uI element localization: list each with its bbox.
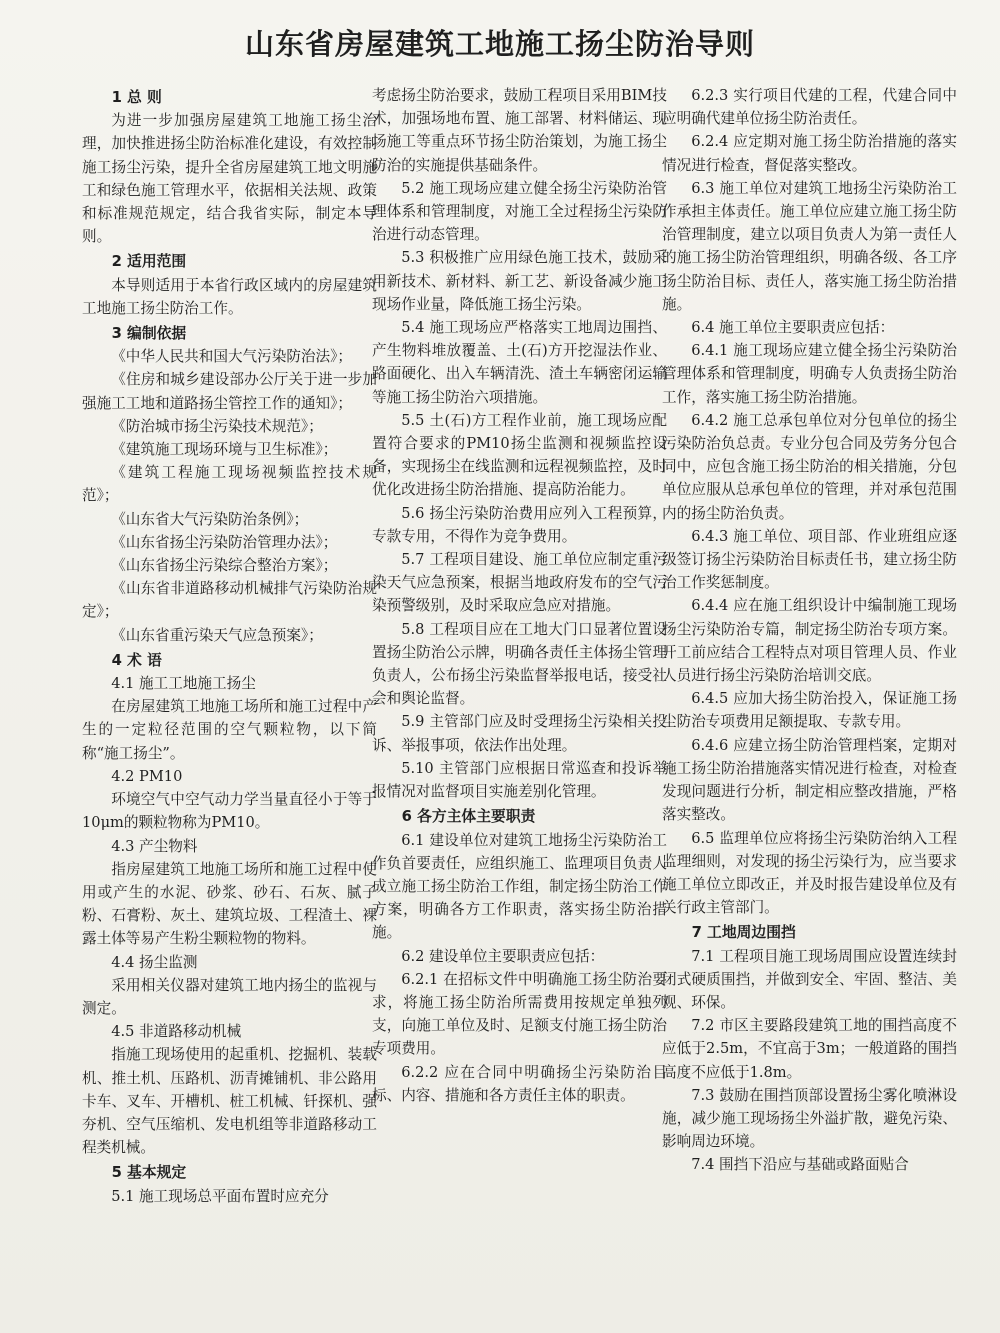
paragraph: 6.2 建设单位主要职责应包括： <box>401 947 605 965</box>
paragraph: 指房屋建筑工地施工场所和施工过程中使用或产生的水泥、砂浆、砂石、石灰、腻子粉、石膏粉、灰土、建筑垃圾、工程渣土、裸露土体等易产生粉尘颗粒物的物料。 <box>82 860 377 948</box>
paragraph: 《中华人民共和国大气污染防治法》； <box>111 348 352 366</box>
paragraph: 6.1 建设单位对建筑工地扬尘污染防治工作负首要责任，应组织施工、监理项目负责人成立施工扬尘防治工作组，制定扬尘防治工作方案，明确各方工作职责，落实扬尘防治措施。 <box>372 831 667 942</box>
paragraph: 5.4 施工现场应严格落实工地周边围挡、产生物料堆放覆盖、土(石)方开挖湿法作业、路面硬化、出入车辆清洗、渣土车辆密闭运输等施工扬尘防治六项措施。 <box>372 319 667 406</box>
section-heading: 3 编制依据 <box>111 325 187 343</box>
paragraph: 6.4 施工单位主要职责应包括： <box>691 319 895 337</box>
paragraph: 5.10 主管部门应根据日常巡查和投诉举报情况对监督项目实施差别化管理。 <box>372 759 667 801</box>
paragraph: 5.7 工程项目建设、施工单位应制定重污染天气应急预案，根据当地政府发布的空气污染预警级别，及时采取应急应对措施。 <box>372 551 667 615</box>
paragraph: 指施工现场使用的起重机、挖掘机、装载机、推土机、压路机、沥青摊铺机、非公路用卡车、叉车、开槽机、桩工机械、钎探机、强夯机、空气压缩机、发电机组等非道路移动工程类机械。 <box>82 1046 377 1157</box>
paragraph: 为进一步加强房屋建筑工地施工扬尘治理，加快推进扬尘防治标准化建设，有效控制施工扬尘污染，提升全省房屋建筑工地文明施工和绿色施工管理水平，依据相关法规、政策和标准规范规定，结合我省实际，制定本导则。 <box>82 112 377 246</box>
paragraph: 4.3 产尘物料 <box>111 837 198 855</box>
paragraph: 4.4 扬尘监测 <box>111 953 198 971</box>
paragraph: 7.3 鼓励在围挡顶部设置扬尘雾化喷淋设施，减少施工现场扬尘外溢扩散，避免污染、影响周边环境。 <box>662 1086 957 1151</box>
paragraph: 6.4.6 应建立扬尘防治管理档案，定期对施工扬尘防治措施落实情况进行检查，对检查发现问题进行分析，制定相应整改措施，严格落实整改。 <box>662 736 957 824</box>
text-column-3 <box>662 84 957 1177</box>
paragraph: 4.2 PM10 <box>111 767 183 785</box>
paragraph: 考虑扬尘防治要求，鼓励工程项目采用BIM技术，加强场地布置、施工部署、材料储运、现场施工等重点环节扬尘防治策划，为施工扬尘防治的实施提供基础条件。 <box>372 87 667 174</box>
paragraph: 《建筑施工现场环境与卫生标准》； <box>111 441 338 459</box>
paragraph: 6.2.3 实行项目代建的工程，代建合同中应明确代建单位扬尘防治责任。 <box>662 87 957 128</box>
section-heading: 1 总 则 <box>111 89 162 106</box>
document-title: 山东省房屋建筑工地施工扬尘防治导则 <box>244 27 755 61</box>
paragraph: 6.2.4 应定期对施工扬尘防治措施的落实情况进行检查，督促落实整改。 <box>662 133 957 174</box>
paragraph: 《山东省非道路移动机械排气污染防治规定》； <box>82 580 377 621</box>
section-heading: 6 各方主体主要职责 <box>401 808 536 826</box>
paragraph: 6.4.5 应加大扬尘防治投入，保证施工扬尘防治专项费用足额提取、专款专用。 <box>662 690 957 731</box>
paragraph: 7.4 围挡下沿应与基础或路面贴合 <box>691 1156 909 1174</box>
paragraph: 6.2.1 在招标文件中明确施工扬尘防治要求，将施工扬尘防治所需费用按规定单独列支，向施工单位及时、足额支付施工扬尘防治专项费用。 <box>372 970 667 1058</box>
section-heading: 4 术 语 <box>111 651 162 669</box>
paragraph: 6.4.4 应在施工组织设计中编制施工现场扬尘污染防治专篇，制定扬尘防治专项方案。开工前应结合工程特点对项目管理人员、作业人员进行扬尘污染防治培训交底。 <box>662 597 957 685</box>
paragraph: 5.1 施工现场总平面布置时应充分 <box>111 1187 329 1205</box>
paragraph: 《山东省扬尘污染防治管理办法》； <box>111 533 338 551</box>
paragraph: 6.3 施工单位对建筑工地扬尘污染防治工作承担主体责任。施工单位应建立施工扬尘防治管理制度，建立以项目负责人为第一责任人的施工扬尘防治管理组织，明确各级、各工序扬尘防治目标、责任人，落实施工扬尘防治措施。 <box>662 179 957 313</box>
paragraph: 6.4.2 施工总承包单位对分包单位的扬尘污染防治负总责。专业分包合同及劳务分包合同中，应包含施工扬尘防治的相关措施，分包单位应服从总承包单位的管理，并对承包范围内的扬尘防治负责。 <box>662 411 957 522</box>
paragraph: 5.2 施工现场应建立健全扬尘污染防治管理体系和管理制度，对施工全过程扬尘污染防治进行动态管理。 <box>372 179 667 244</box>
paragraph: 环境空气中空气动力学当量直径小于等于10μm的颗粒物称为PM10。 <box>82 791 377 832</box>
paragraph: 4.1 施工工地施工扬尘 <box>111 675 256 693</box>
paragraph: 《山东省大气污染防治条例》； <box>111 510 309 528</box>
paragraph: 5.8 工程项目应在工地大门口显著位置设置扬尘防治公示牌，明确各责任主体扬尘管理负责人，公布扬尘污染监督举报电话，接受社会和舆论监督。 <box>372 620 667 708</box>
paragraph: 在房屋建筑工地施工场所和施工过程中产生的一定粒径范围的空气颗粒物，以下简称“施工扬尘”。 <box>82 698 377 762</box>
paragraph: 《山东省重污染天气应急预案》； <box>111 626 323 644</box>
paragraph: 4.5 非道路移动机械 <box>111 1023 242 1041</box>
paragraph: 5.5 土(石)方工程作业前，施工现场应配置符合要求的PM10扬尘监测和视频监控设备，实现扬尘在线监测和远程视频监控，及时优化改进扬尘防治措施、提高防治能力。 <box>372 411 667 499</box>
paragraph: 《防治城市扬尘污染技术规范》； <box>111 417 323 435</box>
section-heading: 2 适用范围 <box>111 253 187 271</box>
paragraph: 7.1 工程项目施工现场周围应设置连续封闭式硬质围挡，并做到安全、牢固、整洁、美观、环保。 <box>662 947 957 1011</box>
paragraph: 7.2 市区主要路段建筑工地的围挡高度不应低于2.5m，不宜高于3m；一般道路的围挡高度不应低于1.8m。 <box>662 1017 957 1081</box>
paragraph: 6.4.3 施工单位、项目部、作业班组应逐级签订扬尘污染防治目标责任书，建立扬尘防治工作奖惩制度。 <box>662 527 957 592</box>
paragraph: 5.6 扬尘污染防治费用应列入工程预算，专款专用，不得作为竞争费用。 <box>372 504 667 545</box>
section-heading: 7 工地周边围挡 <box>691 924 796 942</box>
paragraph: 《建筑工程施工现场视频监控技术规范》； <box>82 464 377 505</box>
paragraph: 5.9 主管部门应及时受理扬尘污染相关投诉、举报事项，依法作出处理。 <box>372 713 667 754</box>
paragraph: 6.4.1 施工现场应建立健全扬尘污染防治管理体系和管理制度，明确专人负责扬尘防治工作，落实施工扬尘防治措施。 <box>662 342 957 406</box>
text-column-1 <box>82 84 377 1208</box>
paragraph: 6.5 监理单位应将扬尘污染防治纳入工程监理细则，对发现的扬尘污染行为，应当要求施工单位立即改正，并及时报告建设单位及有关行政主管部门。 <box>662 829 957 917</box>
paragraph: 本导则适用于本省行政区域内的房屋建筑工地施工扬尘防治工作。 <box>82 276 377 317</box>
section-heading: 5 基本规定 <box>111 1164 187 1182</box>
paragraph: 采用相关仪器对建筑工地内扬尘的监视与测定。 <box>82 976 377 1017</box>
paragraph: 《住房和城乡建设部办公厅关于进一步加强施工工地和道路扬尘管控工作的通知》； <box>82 371 377 412</box>
text-column-2 <box>372 84 667 1107</box>
paragraph: 《山东省扬尘污染综合整治方案》； <box>111 557 338 575</box>
paragraph: 6.2.2 应在合同中明确扬尘污染防治目标、内容、措施和各方责任主体的职责。 <box>372 1063 667 1104</box>
paragraph: 5.3 积极推广应用绿色施工技术，鼓励采用新技术、新材料、新工艺、新设备减少施工现场作业量，降低施工扬尘污染。 <box>372 249 667 313</box>
